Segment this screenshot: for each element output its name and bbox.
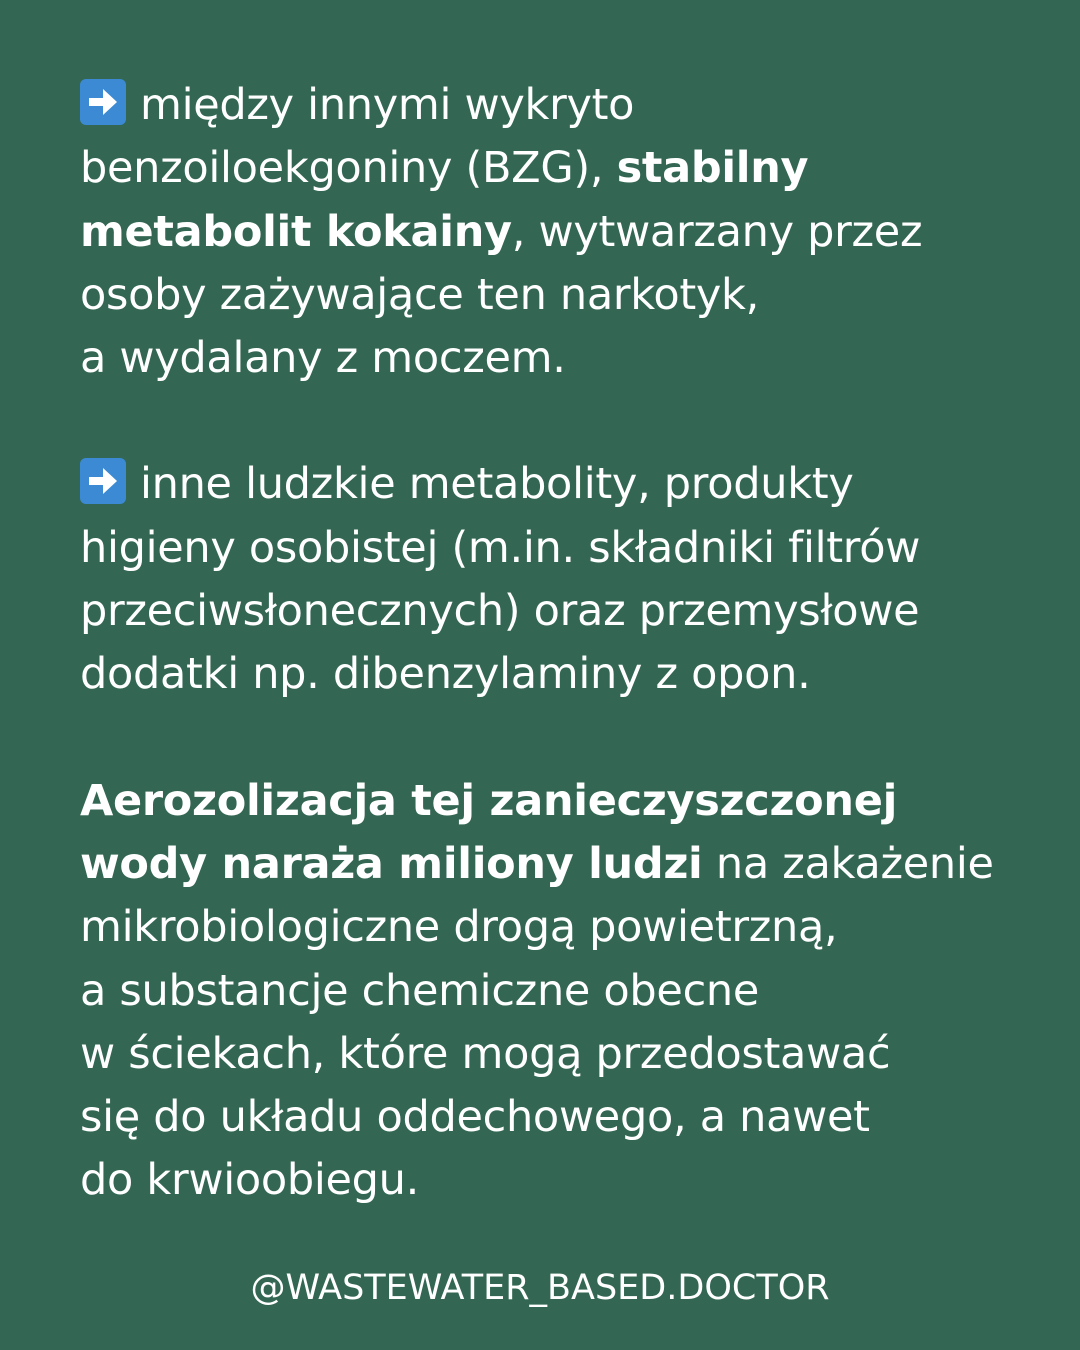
post-content: [80, 74, 1020, 1213]
right-arrow-icon: [80, 458, 126, 504]
account-handle: @WASTEWATER_BASED.DOCTOR: [250, 1268, 830, 1308]
text-segment: , wytwarzany przez: [511, 206, 923, 257]
paragraph-aerosolization: [80, 770, 1020, 1213]
text-segment: benzoiloekgoniny (BZG),: [80, 143, 617, 194]
text-line: a wydalany z moczem.: [80, 333, 566, 384]
text-line: się do układu oddechowego, a nawet: [80, 1092, 870, 1143]
text-line: higieny osobistej (m.in. składniki filtrów: [80, 522, 921, 573]
text-line: Aerozolizacja tej zanieczyszczonej: [80, 775, 898, 826]
text-segment: między innymi wykryto: [140, 80, 635, 130]
text-line: osoby zażywające ten narkotyk,: [80, 269, 760, 320]
text-line: w ściekach, które mogą przedostawać: [80, 1028, 891, 1079]
bold-text-segment: metabolit kokainy: [80, 206, 512, 257]
right-arrow-icon: [80, 79, 126, 125]
text-segment: na zakażenie: [702, 838, 994, 889]
text-line: do krwioobiegu.: [80, 1155, 419, 1206]
text-line: [80, 74, 1020, 137]
paragraph-metabolites: [80, 453, 1020, 706]
text-line: [80, 453, 1020, 516]
paragraph-bzg: [80, 74, 1020, 390]
text-line: [80, 833, 1020, 896]
bold-text-segment: wody naraża miliony ludzi: [80, 838, 703, 889]
bold-text-segment: stabilny: [616, 143, 809, 194]
text-line: [80, 137, 1020, 200]
text-segment: inne ludzkie metabolity, produkty: [140, 459, 854, 510]
text-line: dodatki np. dibenzylaminy z opon.: [80, 649, 811, 700]
text-line: przeciwsłonecznych) oraz przemysłowe: [80, 586, 920, 637]
text-line: a substancje chemiczne obecne: [80, 965, 760, 1016]
text-line: mikrobiologiczne drogą powietrzną,: [80, 902, 838, 953]
text-line: [80, 201, 1020, 264]
